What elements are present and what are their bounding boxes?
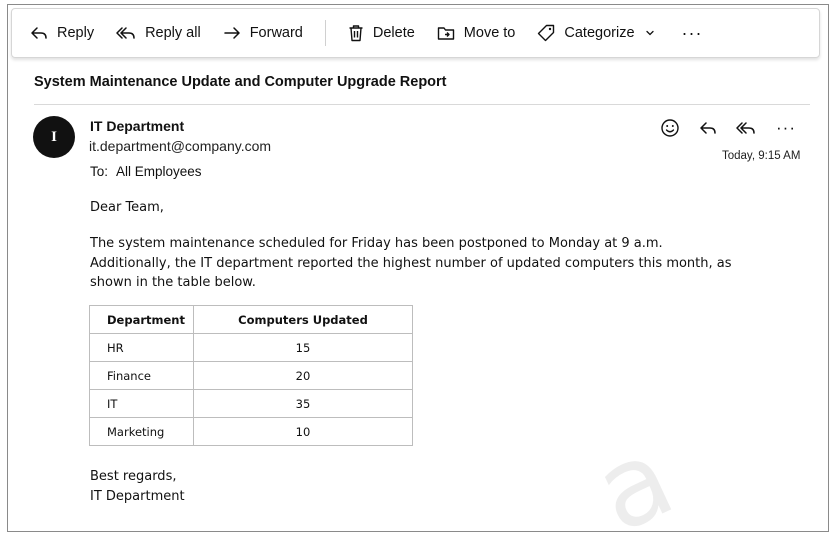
reply-all-button[interactable]: [116, 18, 223, 48]
emoji-icon: [660, 118, 680, 138]
recipient-line: [90, 164, 202, 179]
table-row: [90, 418, 413, 446]
reply-button[interactable]: [30, 18, 116, 48]
categorize-label: Categorize: [564, 25, 635, 41]
message-more-button[interactable]: [774, 116, 798, 140]
delete-icon: [348, 24, 364, 42]
reply-all-label: Reply all: [145, 25, 201, 41]
subject-divider: [34, 104, 810, 105]
department-cell: IT: [90, 390, 194, 418]
more-icon: ···: [681, 23, 703, 43]
table-row: [90, 362, 413, 390]
reply-icon: [699, 120, 717, 136]
move-to-icon: [437, 25, 455, 41]
message-reply-button[interactable]: [696, 116, 720, 140]
categorize-button[interactable]: [537, 18, 685, 48]
column-header-department: Department: [90, 306, 194, 334]
column-header-computers-updated: Computers Updated: [194, 306, 413, 334]
sign-off: Best regards,: [90, 469, 177, 484]
signature: IT Department: [90, 489, 185, 504]
count-cell: 10: [194, 418, 413, 446]
email-timestamp: Today, 9:15 AM: [722, 150, 801, 162]
move-to-label: Move to: [463, 25, 516, 41]
table-row: [90, 390, 413, 418]
avatar-initial: I: [51, 128, 57, 145]
chevron-down-icon: [645, 29, 655, 37]
computers-updated-table: [89, 305, 413, 446]
delete-button[interactable]: [348, 18, 437, 48]
reply-icon: [30, 25, 48, 41]
table-header-row: [90, 306, 413, 334]
message-reply-all-button[interactable]: [734, 116, 758, 140]
move-to-button[interactable]: [437, 18, 538, 48]
delete-label: Delete: [372, 25, 415, 41]
department-cell: Finance: [90, 362, 194, 390]
forward-button[interactable]: [223, 18, 325, 48]
count-cell: 35: [194, 390, 413, 418]
greeting: Dear Team,: [90, 200, 164, 215]
avatar[interactable]: [33, 116, 75, 158]
department-cell: HR: [90, 334, 194, 362]
email-subject: System Maintenance Update and Computer Upgrade Report: [34, 74, 447, 90]
toolbar-separator: [325, 20, 326, 46]
sender-email[interactable]: it.department@company.com: [89, 138, 272, 154]
table-row: [90, 334, 413, 362]
message-actions: [658, 116, 798, 140]
toolbar-more-button[interactable]: [682, 18, 725, 48]
sender-name[interactable]: IT Department: [90, 118, 185, 134]
reply-label: Reply: [57, 25, 95, 41]
reply-all-icon: [736, 120, 756, 136]
categorize-icon: [537, 24, 555, 42]
count-cell: 15: [194, 334, 413, 362]
emoji-reaction-button[interactable]: [658, 116, 682, 140]
body-paragraph: The system maintenance scheduled for Friday has been postponed to Monday at 9 a.m. Additionally, the IT department reported the highest number of updated computers this month, as shown in the table below.: [90, 236, 732, 290]
to-label: To:: [90, 164, 109, 179]
forward-label: Forward: [249, 25, 303, 41]
forward-icon: [223, 25, 241, 41]
toolbar: [11, 8, 820, 58]
count-cell: 20: [194, 362, 413, 390]
recipient-value[interactable]: All Employees: [116, 164, 202, 179]
reply-all-icon: [116, 25, 136, 41]
more-icon: ···: [776, 118, 796, 137]
department-cell: Marketing: [90, 418, 194, 446]
